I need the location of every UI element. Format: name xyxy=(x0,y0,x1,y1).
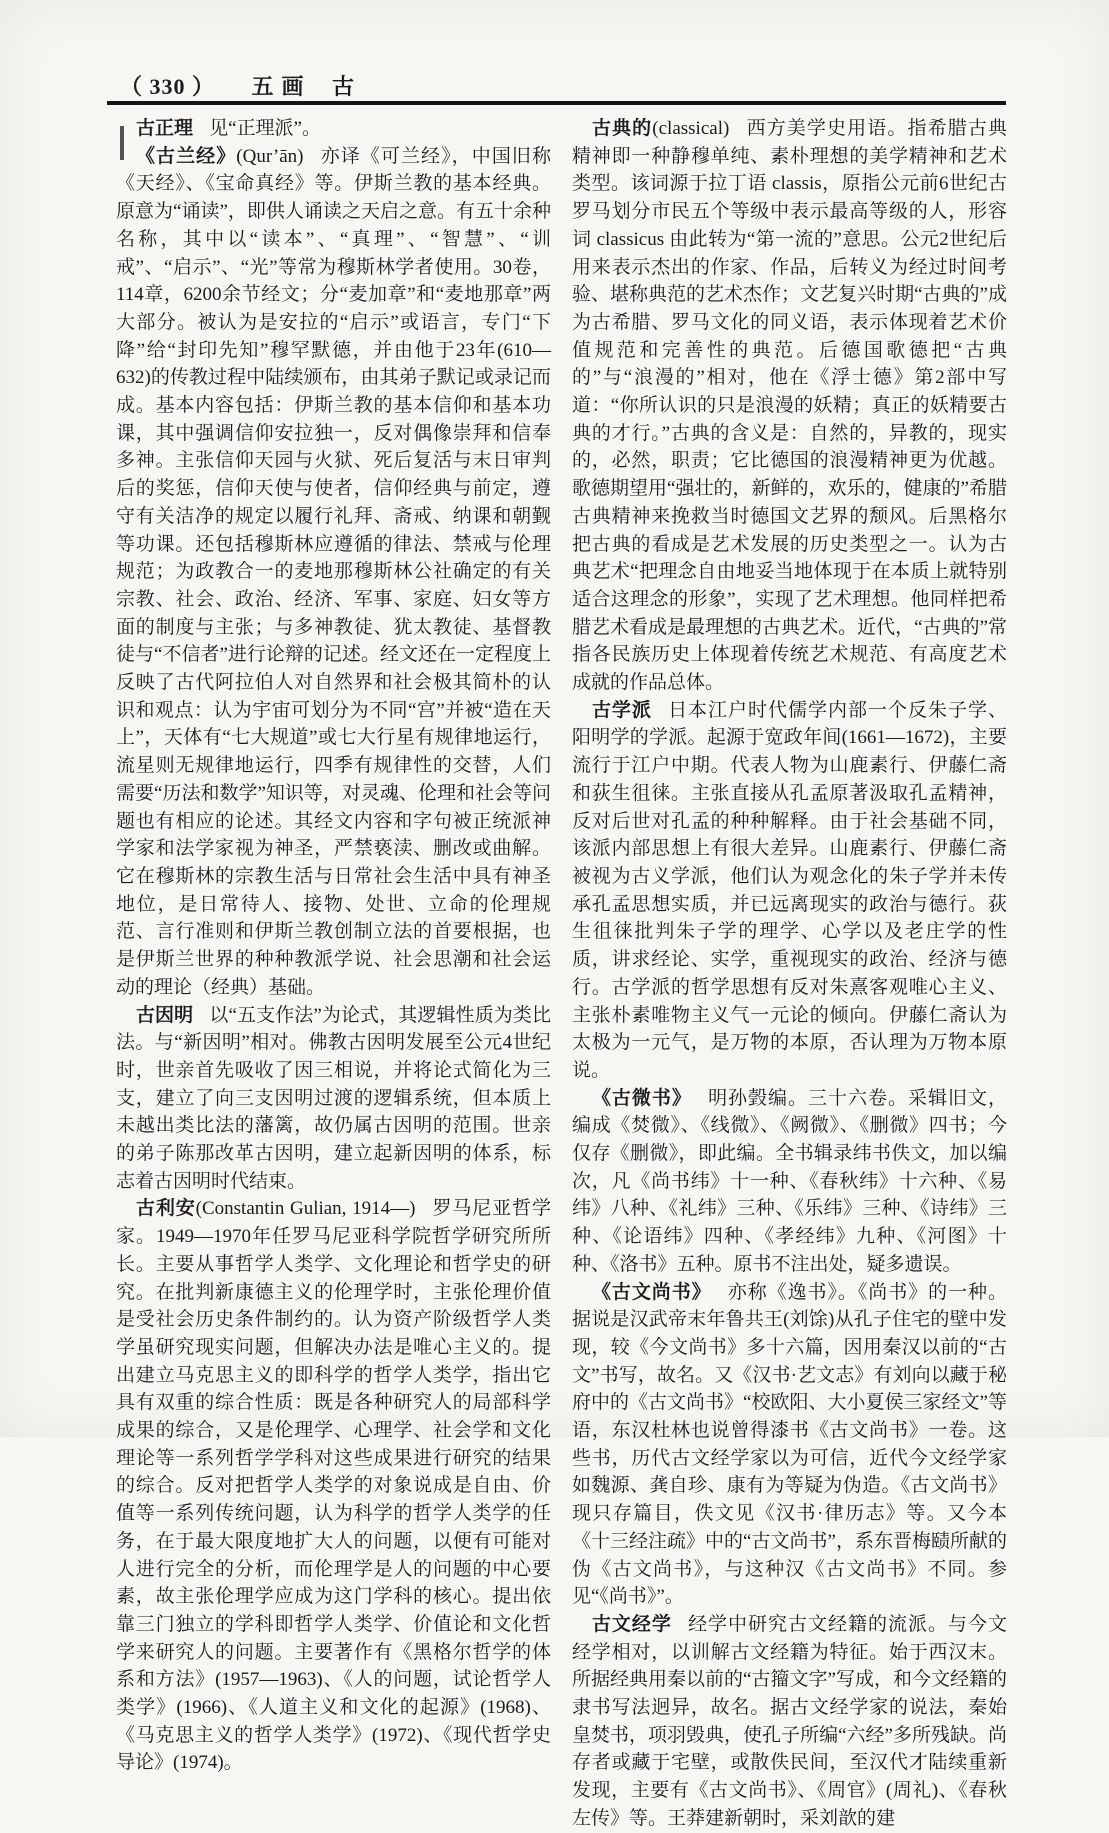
page-number: （ 330 ） xyxy=(120,74,216,99)
entry-term: 古正理 xyxy=(135,118,193,139)
right-column xyxy=(572,115,1007,1833)
entry-term: 古典的 xyxy=(591,118,653,139)
entry-headword xyxy=(592,118,729,139)
entry-body: 亦称《逸书》。《尚书》的一种。据说是汉武帝末年鲁共王(刘馀)从孔子住宅的壁中发现，较《今文尚书》多十六篇，因用秦汉以前的“古文”书写，故名。又《汉书·艺文志》有刘向以藏于秘府中的《古文尚书》“校欧阳、大小夏侯三家经文”等语，东汉杜林也说曾得漆书《古文尚书》一卷。这些书，历代古文经学家以为可信，近代今文经学家如魏源、龚自珍、康有为等疑为伪造。《古文尚书》现只存篇目，佚文见《汉书·律历志》等。又今本《十三经注疏》中的“古文尚书”，系东晋梅赜所献的伪《古文尚书》，与这种汉《古文尚书》不同。参见“《尚书》”。 xyxy=(572,1281,1007,1608)
entry-body: 罗马尼亚哲学家。1949—1970年任罗马尼亚科学院哲学研究所所长。主要从事哲学人类学、文化理论和哲学史的研究。在批判新康德主义的伦理学时，主张伦理价值是受社会历史条件制约的。认为资产阶级哲学人类学虽研究现实问题，但解决办法是唯心主义的。提出建立马克思主义的即科学的哲学人类学，指出它具有双重的综合性质：既是各种研究人的局部科学成果的综合，又是伦理学、心理学、社会学和文化理论等一系列哲学学科对这些成果进行研究的结果的综合。反对把哲学人类学的对象说成是自由、价值等一系列传统问题，认为科学的哲学人类学的任务，在于最大限度地扩大人的问题，以便有可能对人进行完全的分析，而伦理学是人的问题的中心要素，故主张伦理学应成为这门学科的核心。提出依靠三门独立的学科即哲学人类学、价值论和文化哲学来研究人的问题。主要著作有《黑格尔哲学的体系和方法》(1957—1963)、《人的问题，试论哲学人类学》(1966)、《人道主义和文化的起源》(1968)、《马克思主义的哲学人类学》(1972)、《现代哲学史导论》(1974)。 xyxy=(116,1198,551,1774)
entry-term: 古学派 xyxy=(591,699,652,721)
dictionary-entry xyxy=(572,1279,1007,1611)
entry-term: 《古微书》 xyxy=(591,1087,692,1109)
dictionary-entry xyxy=(116,1002,551,1196)
entry-term: 《古文尚书》 xyxy=(591,1281,712,1303)
dictionary-entry xyxy=(116,1195,551,1777)
entry-term-suffix: (classical) xyxy=(652,118,730,139)
entry-headword xyxy=(592,1614,672,1635)
dictionary-entry xyxy=(572,1085,1007,1279)
entry-body: 明孙瑴编。三十六卷。采辑旧文，编成《焚微》、《线微》、《阙微》、《删微》四书；今仅存《删微》，即此编。全书辑录纬书佚文，加以编次，凡《尚书纬》十一种、《春秋纬》十六种、《易纬》八种、《礼纬》三种、《乐纬》三种、《诗纬》三种、《论语纬》四种、《孝经纬》九种、《河图》十种、《洛书》五种。原书不注出处，疑多遗误。 xyxy=(572,1087,1007,1275)
entry-body: 经学中研究古文经籍的流派。与今文经学相对，以训解古文经籍为特征。始于西汉末。所据经典用秦以前的“古籀文字”写成，和今文经籍的隶书写法迥异，故名。据古文经学家的说法，秦始皇焚书，项羽毁典，使孔子所编“六经”多所残缺。尚存者或藏于宅壁，或散佚民间，至汉代才陆续重新发现，主要有《古文尚书》、《周官》(周礼)、《春秋左传》等。王莽建新朝时，采刘歆的建 xyxy=(572,1613,1007,1829)
entry-body: 亦译《可兰经》，中国旧称《天经》、《宝命真经》等。伊斯兰教的基本经典。原意为“诵读”，即供人诵读之天启之意。有五十余种名称，其中以“读本”、“真理”、“智慧”、“训戒”、“启示”、“光”等常为穆斯林学者使用。30卷，114章，6200余节经文；分“麦加章”和“麦地那章”两大部分。被认为是安拉的“启示”或语言，专门“下降”给“封印先知”穆罕默德，并由他于23年(610—632)的传教过程中陆续颁布，由其弟子默记或录记而成。基本内容包括：伊斯兰教的基本信仰和基本功课，其中强调信仰安拉独一，反对偶像崇拜和信奉多神。主张信仰天园与火狱、死后复活与末日审判后的奖惩，信仰天使与使者，信仰经典与前定，遵守有关洁净的规定以履行礼拜、斋戒、纳课和朝觐等功课。还包括穆斯林应遵循的律法、禁戒与伦理规范；为政教合一的麦地那穆斯林公社确定的有关宗教、社会、政治、经济、军事、家庭、妇女等方面的制度与主张；与多神教徒、犹太教徒、基督教徒与“不信者”进行论辩的记述。经文还在一定程度上反映了古代阿拉伯人对自然界和社会极其简朴的认识和观点：认为宇宙可划分为不同“宫”并被“造在天上”，天体有“七大规道”或七大行星有规律地运行，流星则无规律地运行，四季有规律性的交替，人们需要“历法和数学”知识等，对灵魂、伦理和社会等问题也有相应的论述。其经文内容和字句被正统派神学家和法学家视为神圣，严禁亵渎、删改或曲解。它在穆斯林的宗教生活与日常社会生活中具有神圣地位，是日常待人、接物、处世、立命的伦理规范、言行准则和伊斯兰教创制立法的首要根据，也是伊斯兰世界的种种教派学说、社会思潮和社会运动的理论（经典）基础。 xyxy=(116,145,551,998)
entry-headword xyxy=(136,1198,415,1219)
entry-headword xyxy=(592,1088,692,1109)
entry-term-suffix: (Constantin Gulian, 1914—) xyxy=(195,1198,416,1220)
entry-headword xyxy=(592,1282,712,1303)
entry-headword xyxy=(592,700,652,721)
section-label: 五画 xyxy=(251,74,312,99)
text-columns xyxy=(116,115,1007,1833)
entry-body: 西方美学史用语。指希腊古典精神即一种静穆单纯、素朴理想的美学精神和艺术类型。该词源于拉丁语 classis，原指公元前6世纪古罗马划分市民五个等级中表示最高等级的人，形容词 classicus 由此转为“第一流的”意思。公元2世纪后用来表示杰出的作家、作品，后转义为经过时间考验、堪称典范的艺术杰作；文艺复兴时期“古典的”成为古希腊、罗马文化的同义语，表示体现着艺术价值规范和完善性的典范。后德国歌德把“古典的”与“浪漫的”相对，他在《浮士德》第2部中写道：“你所认识的只是浪漫的妖精；真正的妖精要古典的才行。”古典的含义是：自然的，异教的，现实的，必然，职责；它比德国的浪漫精神更为优越。歌德期望用“强壮的，新鲜的，欢乐的，健康的”希腊古典精神来挽救当时德国文艺界的颓风。后黑格尔把古典的看成是艺术发展的历史类型之一。认为古典艺术“把理念自由地妥当地体现于在本质上就特别适合这理念的形象”，实现了艺术理想。他同样把希腊艺术看成是最理想的古典艺术。近代，“古典的”常指各民族历史上体现着传统艺术规范、有高度艺术成就的作品总体。 xyxy=(572,118,1007,694)
page-header xyxy=(120,70,355,101)
entry-term: 古因明 xyxy=(135,1004,194,1026)
dictionary-entry xyxy=(572,697,1007,1085)
entry-headword xyxy=(136,1005,193,1026)
entry-body: 见“正理派”。 xyxy=(209,118,321,139)
entry-body: 以“五支作法”为论式，其逻辑性质为类比法。与“新因明”相对。佛教古因明发展至公元4世纪时，世亲首先吸收了因三相说，并将论式简化为三支，建立了向三支因明过渡的逻辑系统，但本质上未越出类比法的藩篱，故仍属古因明的范围。世亲的弟子陈那改革古因明，建立起新因明的体系，标志着古因明时代结束。 xyxy=(116,1004,551,1192)
left-column xyxy=(116,115,551,1833)
header-rule xyxy=(107,101,1006,105)
entry-headword xyxy=(136,118,193,139)
entry-term: 古文经学 xyxy=(591,1613,672,1635)
entry-body: 日本江户时代儒学内部一个反朱子学、阳明学的学派。起源于宽政年间(1661—1672)，主要流行于江户中期。代表人物为山鹿素行、伊藤仁斋和荻生徂徕。主张直接从孔孟原著汲取孔孟精神，反对后世对孔孟的种种解释。由于社会基础不同，该派内部思想上有很大差异。山鹿素行、伊藤仁斋被视为古义学派，他们认为观念化的朱子学并未传承孔孟思想实质，并已远离现实的政治与德行。荻生徂徕批判朱子学的理学、心学以及老庄学的性质，讲求经论、实学，重视现实的政治、经济与德行。古学派的哲学思想有反对朱熹客观唯心主义、主张朴素唯物主义气一元论的倾向。伊藤仁斋认为太极为一元气，是万物的本原，否认理为万物本原说。 xyxy=(572,699,1007,1081)
radical-label: 古 xyxy=(332,74,356,99)
dictionary-entry xyxy=(572,1611,1007,1833)
entry-term: 古利安 xyxy=(135,1198,196,1220)
dictionary-entry xyxy=(572,115,1007,697)
entry-term-suffix: (Qur’ān) xyxy=(236,145,304,167)
entry-term: 《古兰经》 xyxy=(135,145,237,167)
dictionary-entry xyxy=(116,115,551,143)
entry-headword xyxy=(136,146,304,167)
dictionary-entry xyxy=(116,143,551,1002)
